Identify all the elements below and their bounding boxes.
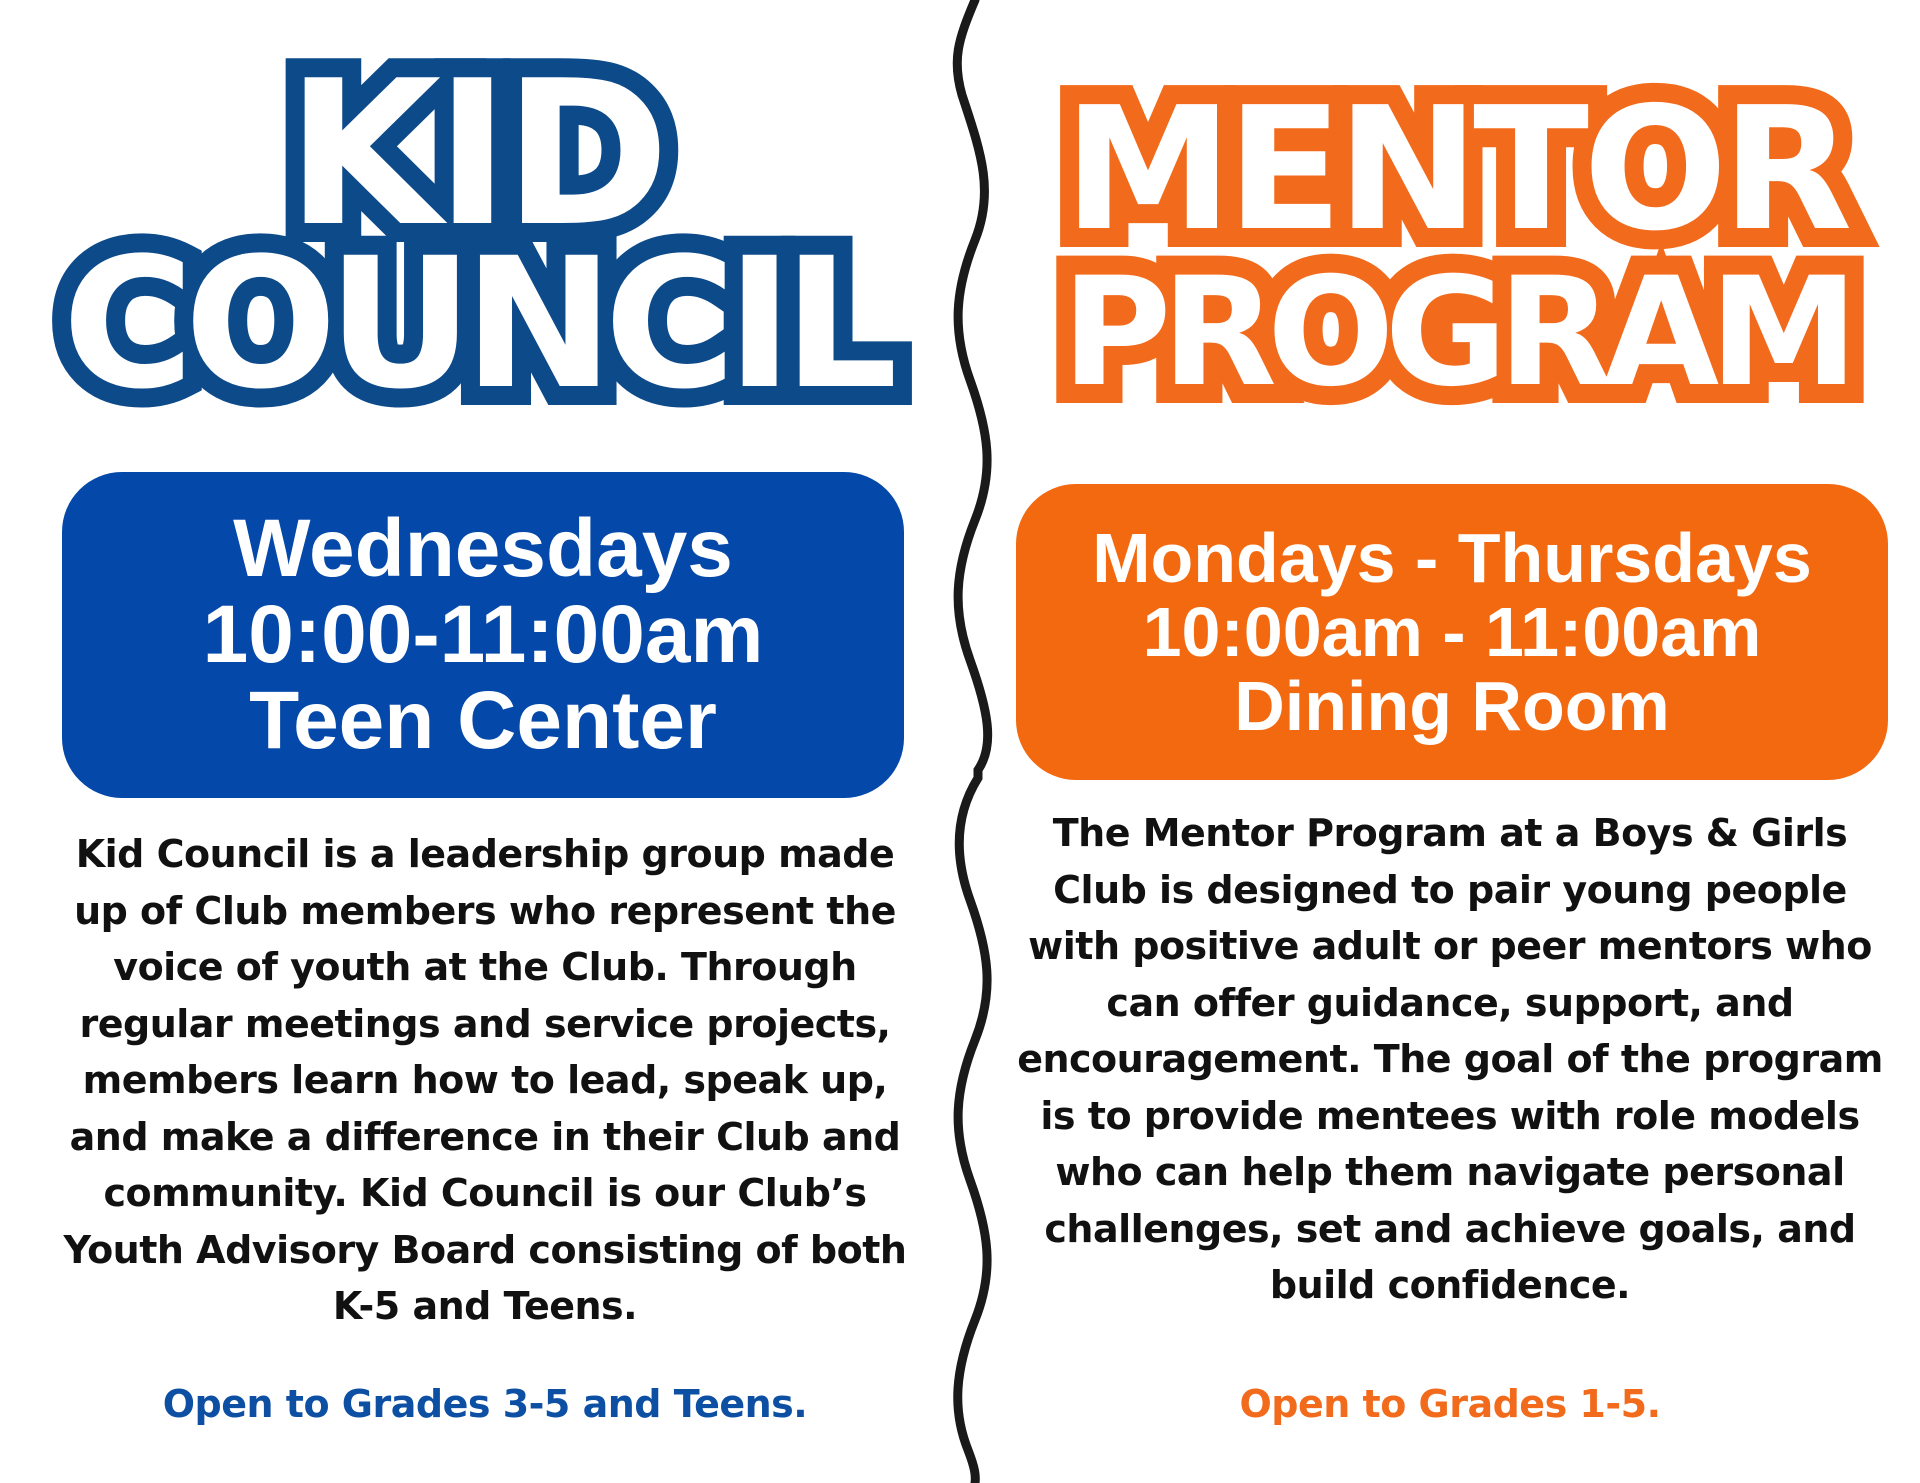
- mentor-program-eligibility: Open to Grades 1-5.: [1239, 1382, 1661, 1426]
- kid-council-title-line1: KID: [286, 38, 664, 271]
- mentor-program-schedule-location: Dining Room: [1234, 667, 1670, 745]
- kid-council-schedule-location: Teen Center: [249, 675, 717, 766]
- mentor-program-title-line2: PROGRAM: [1061, 246, 1849, 420]
- kid-council-eligibility: Open to Grades 3-5 and Teens.: [162, 1382, 808, 1426]
- mentor-program-title-line1: MENTOR: [1063, 71, 1847, 269]
- kid-council-schedule-day: Wednesdays: [233, 503, 733, 594]
- mentor-program-schedule-time: 10:00am - 11:00am: [1142, 593, 1762, 671]
- kid-council-description: Kid Council is a leadership group made up of Club members who represent the voice of youth at the Club. Through regular meetings and service projects, members learn how to lead, speak up, and make a difference in their Club and community. Kid Council is our Club’s Youth Advisory Board consisting of both K-5 and Teens.: [63, 832, 907, 1328]
- kid-council-schedule-time: 10:00-11:00am: [202, 589, 764, 680]
- kid-council-title-line2: COUNCIL: [62, 220, 888, 429]
- kid-council-section: [0, 0, 950, 1483]
- kid-council-schedule-box: [62, 472, 904, 798]
- mentor-program-description: The Mentor Program at a Boys & Girls Club is designed to pair young people with positive adult or peer mentors who can offer guidance, support, and encouragement. The goal of the program is to provide mentees with role models who can help them navigate personal challenges, set and achieve goals, and build confidence.: [1017, 811, 1883, 1307]
- mentor-program-schedule-day: Mondays - Thursdays: [1092, 519, 1812, 597]
- mentor-program-schedule-box: [1016, 484, 1888, 780]
- mentor-program-section: [990, 0, 1920, 1483]
